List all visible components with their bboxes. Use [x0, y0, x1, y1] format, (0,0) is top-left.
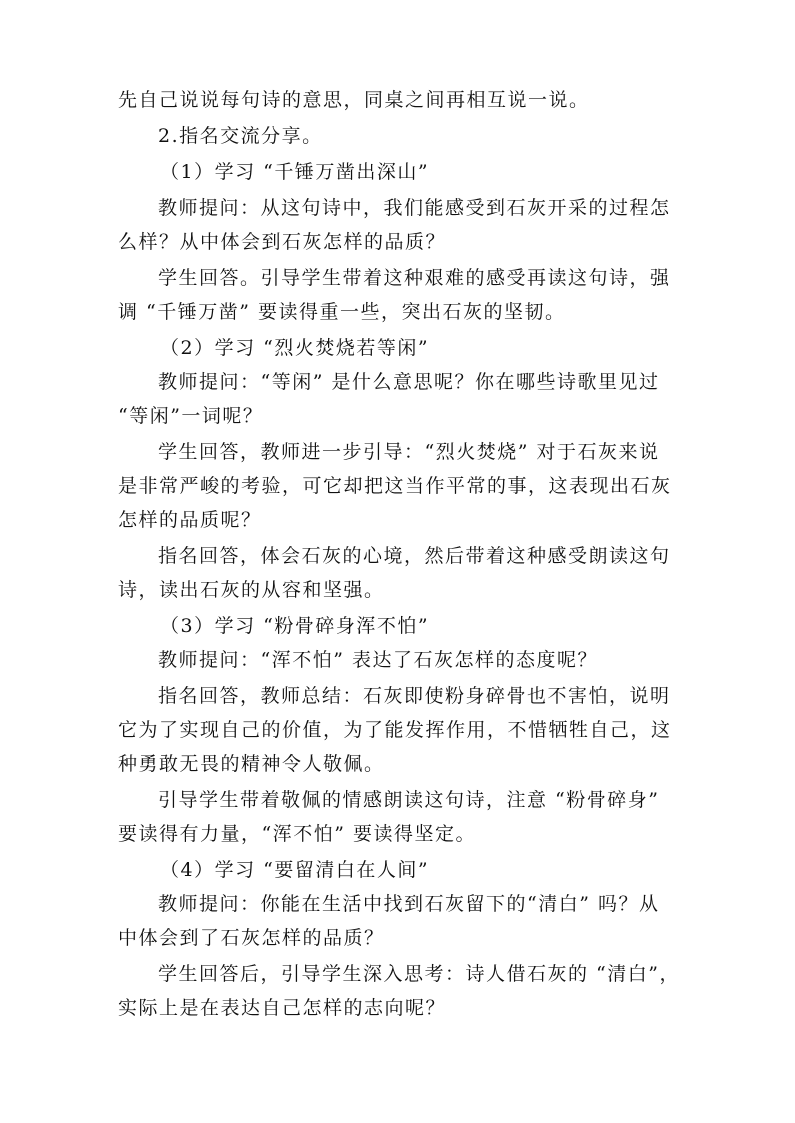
paragraph-line: 诗，读出石灰的从容和坚强。 — [118, 579, 385, 601]
subsection-heading: （3）学习 “粉骨碎身浑不怕” — [160, 615, 430, 637]
subsection-heading: （1）学习 “千锤万凿出深山” — [160, 161, 430, 183]
subsection-heading: （4）学习 “要留清白在人间” — [160, 859, 430, 881]
paragraph-line: 引导学生带着敬佩的情感朗读这句诗，注意 “粉骨碎身” — [158, 789, 660, 811]
paragraph-line: 教师提问：你能在生活中找到石灰留下的“清白” 吗？从 — [158, 893, 660, 915]
paragraph-line: 指名回答，体会石灰的心境，然后带着这种感受朗读这句 — [158, 545, 671, 567]
paragraph-line: 调 “千锤万凿” 要读得重一些，突出石灰的坚韧。 — [118, 301, 566, 323]
paragraph-line: “等闲”一词呢？ — [118, 405, 264, 427]
paragraph-line: 它为了实现自己的价值，为了能发挥作用，不惜牺牲自己，这 — [118, 719, 672, 741]
paragraph-line: 学生回答后，引导学生深入思考：诗人借石灰的 “清白”， — [158, 963, 680, 985]
paragraph-line: 教师提问：“等闲” 是什么意思呢？你在哪些诗歌里见过 — [158, 371, 660, 393]
paragraph-line: 种勇敢无畏的精神令人敬佩。 — [118, 753, 385, 775]
paragraph-line: 教师提问：从这句诗中，我们能感受到石灰开采的过程怎 — [158, 197, 671, 219]
paragraph-line: 教师提问：“浑不怕” 表达了石灰怎样的态度呢？ — [158, 649, 598, 671]
paragraph-line: 学生回答。引导学生带着这种艰难的感受再读这句诗，强 — [158, 267, 671, 289]
subsection-heading: （2）学习 “烈火焚烧若等闲” — [160, 337, 430, 359]
section-heading: 2.指名交流分享。 — [158, 125, 323, 147]
paragraph-line: 指名回答，教师总结：石灰即使粉身碎骨也不害怕，说明 — [158, 685, 671, 707]
paragraph-line: 怎样的品质呢？ — [118, 509, 262, 531]
paragraph-line: 先自己说说每句诗的意思，同桌之间再相互说一说。 — [118, 89, 590, 111]
paragraph-line: 要读得有力量，“浑不怕” 要读得坚定。 — [118, 823, 476, 845]
paragraph-line: 实际上是在表达自己怎样的志向呢？ — [118, 997, 447, 1019]
paragraph-line: 学生回答，教师进一步引导：“烈火焚烧” 对于石灰来说 — [158, 441, 660, 463]
paragraph-line: 么样？从中体会到石灰怎样的品质？ — [118, 231, 447, 253]
paragraph-line: 是非常严峻的考验，可它却把这当作平常的事，这表现出石灰 — [118, 475, 672, 497]
paragraph-line: 中体会到了石灰怎样的品质？ — [118, 927, 385, 949]
